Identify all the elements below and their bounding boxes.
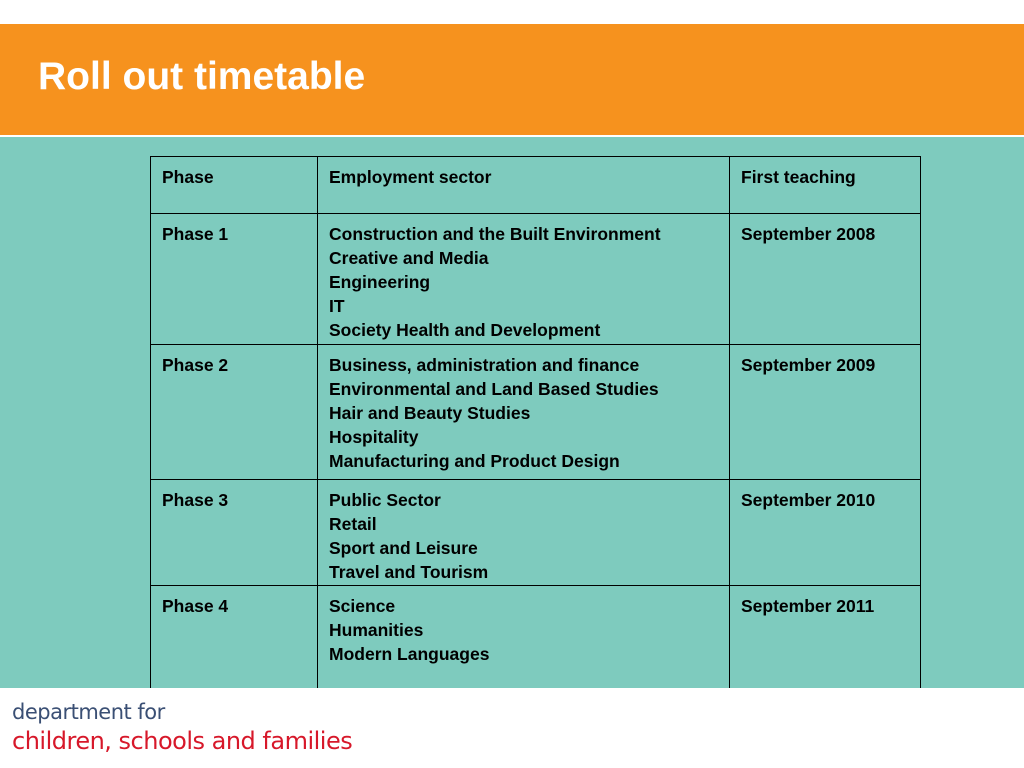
header-employment-sector: Employment sector xyxy=(318,157,730,214)
sector-item: IT xyxy=(329,296,345,316)
sector-item: Engineering xyxy=(329,272,431,292)
sector-item: Public Sector xyxy=(329,490,441,510)
sector-item: Modern Languages xyxy=(329,644,490,664)
sector-item: Creative and Media xyxy=(329,248,489,268)
first-teaching-cell: September 2011 xyxy=(730,586,921,689)
rollout-timetable xyxy=(150,156,921,689)
sector-item: Environmental and Land Based Studies xyxy=(329,379,659,399)
sector-item: Science xyxy=(329,596,396,616)
table-row xyxy=(151,480,921,586)
sector-item: Manufacturing and Product Design xyxy=(329,451,620,471)
sector-cell xyxy=(318,214,730,345)
sector-cell xyxy=(318,345,730,480)
logo-line-children-schools-families: children, schools and families xyxy=(12,727,353,755)
sector-item: Humanities xyxy=(329,620,424,640)
sector-cell xyxy=(318,586,730,689)
table-row xyxy=(151,345,921,480)
sector-item: Sport and Leisure xyxy=(329,538,478,558)
logo-line-department: department for xyxy=(12,700,165,724)
table-row xyxy=(151,214,921,345)
table-row xyxy=(151,586,921,689)
sector-item: Business, administration and finance xyxy=(329,355,640,375)
sector-item: Construction and the Built Environment xyxy=(329,224,661,244)
first-teaching-cell: September 2008 xyxy=(730,214,921,345)
sector-item: Hair and Beauty Studies xyxy=(329,403,531,423)
top-strip xyxy=(0,0,1024,24)
first-teaching-cell: September 2010 xyxy=(730,480,921,586)
sector-item: Hospitality xyxy=(329,427,419,447)
dcsf-logo xyxy=(12,699,352,757)
sector-item: Retail xyxy=(329,514,377,534)
table-header-row xyxy=(151,157,921,214)
sector-cell xyxy=(318,480,730,586)
phase-cell: Phase 3 xyxy=(151,480,318,586)
header-first-teaching: First teaching xyxy=(730,157,921,214)
phase-cell: Phase 1 xyxy=(151,214,318,345)
first-teaching-cell: September 2009 xyxy=(730,345,921,480)
slide-title: Roll out timetable xyxy=(38,55,366,98)
phase-cell: Phase 2 xyxy=(151,345,318,480)
phase-cell: Phase 4 xyxy=(151,586,318,689)
header-phase: Phase xyxy=(151,157,318,214)
sector-item: Society Health and Development xyxy=(329,320,601,340)
sector-item: Travel and Tourism xyxy=(329,562,489,582)
